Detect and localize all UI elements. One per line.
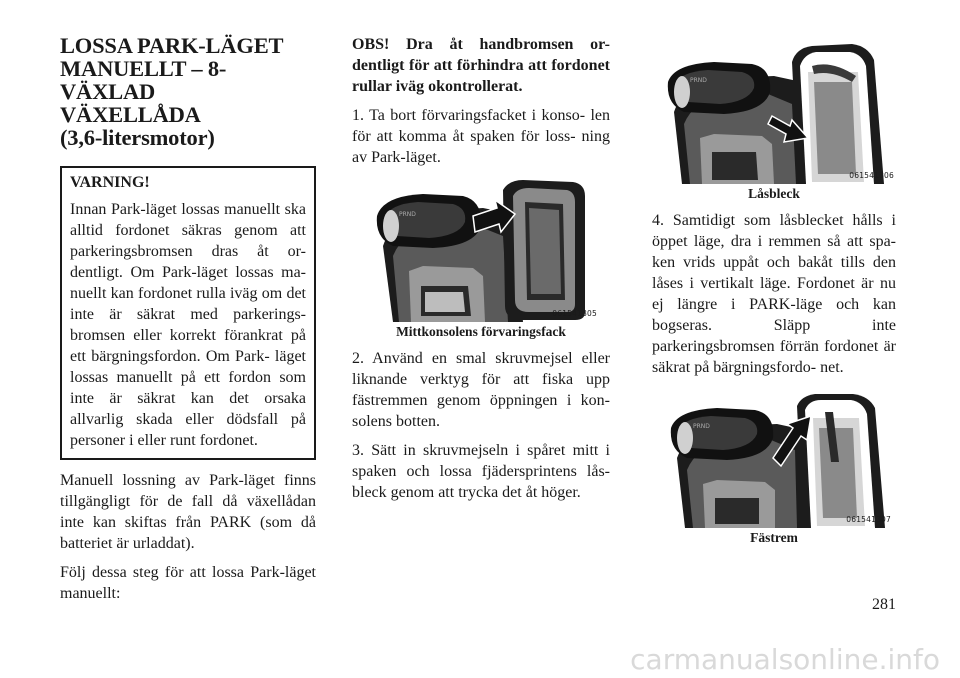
warning-title: VARNING!	[70, 174, 150, 191]
step-4: 4. Samtidigt som låsblecket hålls i öppet läge, dra i remmen så att spa- ken vrids uppåt och bakåt tills den låses i vertikalt läge. Fordonet är nu ej längre i PARK-läge och kan bogseras. Släpp inte parkeringsbromsen förrän fordonet är säkrat på bärgningsfordo- net.	[652, 212, 896, 376]
figure-lock-plate	[652, 42, 896, 184]
follow-paragraph: Följ dessa steg för att lossa Park-läget manuellt:	[60, 564, 316, 602]
figure-code: 061541306	[849, 171, 894, 180]
warning-box	[60, 166, 316, 460]
shifter-lock-illustration	[652, 42, 896, 184]
section-heading	[60, 34, 316, 149]
step-2: 2. Använd en smal skruvmejsel eller liknande verktyg för att fiska upp fästremmen genom öppningen i kon- solens botten.	[352, 350, 610, 430]
heading-line: LOSSA PARK-LÄGET	[60, 33, 284, 58]
heading-line: VÄXELLÅDA	[60, 102, 201, 127]
gear-letters: PRND	[690, 77, 707, 84]
notice-paragraph: OBS! Dra åt handbromsen or- dentligt för att förhindra att fordonet rullar iväg okontrollerat.	[352, 36, 610, 95]
figure-caption: Låsbleck	[748, 186, 800, 201]
gear-letters: PRND	[693, 423, 710, 430]
shifter-tray-illustration	[363, 176, 599, 322]
step-3: 3. Sätt in skruvmejseln i spåret mitt i spaken och lossa fjädersprintens lås- bleck genom att trycka det åt höger.	[352, 442, 610, 501]
step-1: 1. Ta bort förvaringsfacket i konso- len för att komma åt spaken för loss- ning av Park-läget.	[352, 107, 610, 166]
gear-letters: PRND	[399, 211, 416, 218]
middle-column	[352, 34, 610, 511]
left-column	[60, 34, 316, 612]
figure-storage-tray	[363, 176, 599, 322]
heading-line: (3,6-litersmotor)	[60, 125, 215, 150]
heading-line: MANUELLT – 8-VÄXLAD	[60, 56, 227, 104]
figure-code: 061541305	[552, 309, 597, 318]
shifter-strap-illustration	[655, 392, 893, 528]
intro-paragraph: Manuell lossning av Park-läget finns tillgängligt för de fall då växellådan inte kan skiftas från PARK (som då batteriet är urladdat).	[60, 472, 316, 552]
figure-caption: Mittkonsolens förvaringsfack	[396, 324, 566, 339]
page-number: 281	[872, 596, 896, 613]
watermark: carmanualsonline.info	[630, 643, 940, 676]
figure-caption: Fästrem	[750, 530, 798, 545]
warning-text: Innan Park-läget lossas manuellt ska alltid fordonet säkras genom att parkeringsbromsen dras åt or- dentligt. Om Park-läget lossas ma- nuellt kan fordonet rulla iväg om det inte är säkrat med parkerings- bromsen eller korrekt förankrat på ett bärgningsfordon. Om Park- läget lossas manuellt på ett fordon som inte är säkrat kan det orsaka allvarlig skada eller dödsfall på personer i eller runt fordonet.	[70, 201, 306, 449]
figure-code: 061541307	[846, 515, 891, 524]
figure-strap	[655, 392, 893, 528]
right-column	[652, 34, 896, 554]
